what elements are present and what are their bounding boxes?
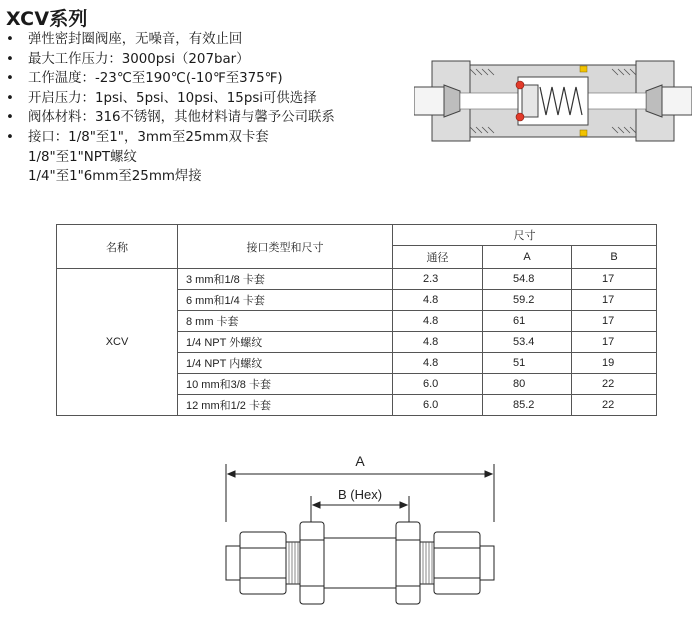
bullet-dot: •: [6, 90, 14, 106]
right-tube-stub: [480, 546, 494, 580]
bore-cell: 6.0: [393, 374, 483, 395]
spec-table: [56, 224, 657, 416]
left-tube: [414, 87, 444, 115]
header-a: A: [483, 246, 572, 269]
table-row: [57, 269, 657, 290]
a-cell: 85.2: [483, 395, 572, 416]
connection-cell: 12 mm和1/2 卡套: [178, 395, 393, 416]
a-arrow-left: [228, 471, 235, 477]
b-cell: 17: [572, 290, 657, 311]
connection-cell: 6 mm和1/4 卡套: [178, 290, 393, 311]
a-cell: 51: [483, 353, 572, 374]
bullet-dot: •: [6, 32, 14, 47]
feature-text: 最大工作压力：3000psi（207bar）: [28, 51, 250, 67]
b-cell: 17: [572, 311, 657, 332]
b-cell: 17: [572, 269, 657, 290]
a-cell: 54.8: [483, 269, 572, 290]
feature-text: 开启压力：1psi、5psi、10psi、15psi可供选择: [28, 90, 317, 106]
feature-text: 接口：1/8"至1"，3mm至25mm双卡套: [28, 129, 269, 145]
b-cell: 22: [572, 374, 657, 395]
b-cell: 17: [572, 332, 657, 353]
left-nut-view: [240, 532, 286, 594]
header-bore: 通径: [393, 246, 483, 269]
feature-text: 阀体材料：316不锈钢，其他材料请与馨予公司联系: [28, 110, 335, 126]
left-tube-stub: [226, 546, 240, 580]
left-hex: [300, 522, 324, 604]
header-connection: 接口类型和尺寸: [178, 225, 393, 269]
b-cell: 22: [572, 395, 657, 416]
feature-item: [6, 69, 335, 89]
feature-text: 工作温度：-23℃至190℃(-10℉至375℉): [28, 71, 283, 87]
bullet-dot: •: [6, 71, 14, 87]
a-cell: 61: [483, 311, 572, 332]
feature-subitem: 1/8"至1"NPT螺纹: [28, 149, 137, 165]
center-body: [324, 538, 396, 588]
marker-top: [580, 66, 587, 72]
connection-cell: 1/4 NPT 外螺纹: [178, 332, 393, 353]
b-cell: 19: [572, 353, 657, 374]
b-arrow-left: [313, 502, 320, 508]
connection-cell: 10 mm和3/8 卡套: [178, 374, 393, 395]
bore-cell: 4.8: [393, 290, 483, 311]
header-name: 名称: [57, 225, 178, 269]
feature-subitem: 1/4"至1"6mm至25mm焊接: [28, 169, 202, 185]
dimension-b-label: B (Hex): [337, 487, 383, 502]
bore-cell: 4.8: [393, 332, 483, 353]
feature-item: [6, 89, 335, 109]
header-size: 尺寸: [393, 225, 657, 246]
bore-cell: 4.8: [393, 311, 483, 332]
feature-list: [6, 30, 335, 187]
valve-side-view: [226, 522, 494, 604]
a-cell: 59.2: [483, 290, 572, 311]
feature-item: [6, 128, 335, 148]
o-ring-bottom: [516, 113, 524, 121]
model-cell: XCV: [57, 269, 178, 416]
right-hex: [396, 522, 420, 604]
feature-item: [6, 108, 335, 128]
connection-cell: 1/4 NPT 内螺纹: [178, 353, 393, 374]
bore-cell: 4.8: [393, 353, 483, 374]
o-ring-top: [516, 81, 524, 89]
bullet-dot: •: [6, 51, 14, 67]
page-title: XCV系列: [6, 8, 88, 30]
dimension-a-label: A: [355, 453, 365, 469]
bore-cell: 2.3: [393, 269, 483, 290]
feature-item: [6, 30, 335, 50]
bullet-dot: •: [6, 129, 14, 145]
header-b: B: [572, 246, 657, 269]
a-cell: 80: [483, 374, 572, 395]
a-cell: 53.4: [483, 332, 572, 353]
left-ferrule: [444, 85, 460, 117]
feature-text: 弹性密封圈阀座，无噪音，有效止回: [28, 32, 243, 47]
dimension-drawing: [224, 452, 496, 617]
connection-cell: 3 mm和1/8 卡套: [178, 269, 393, 290]
right-nut-view: [434, 532, 480, 594]
right-tube: [662, 87, 692, 115]
poppet: [522, 85, 538, 117]
bullet-dot: •: [6, 110, 14, 126]
connection-cell: 8 mm 卡套: [178, 311, 393, 332]
valve-cross-section-illustration: [414, 55, 692, 147]
feature-item: [6, 50, 335, 70]
right-ferrule: [646, 85, 662, 117]
bore-cell: 6.0: [393, 395, 483, 416]
b-arrow-right: [400, 502, 407, 508]
a-arrow-right: [485, 471, 492, 477]
marker-bottom: [580, 130, 587, 136]
